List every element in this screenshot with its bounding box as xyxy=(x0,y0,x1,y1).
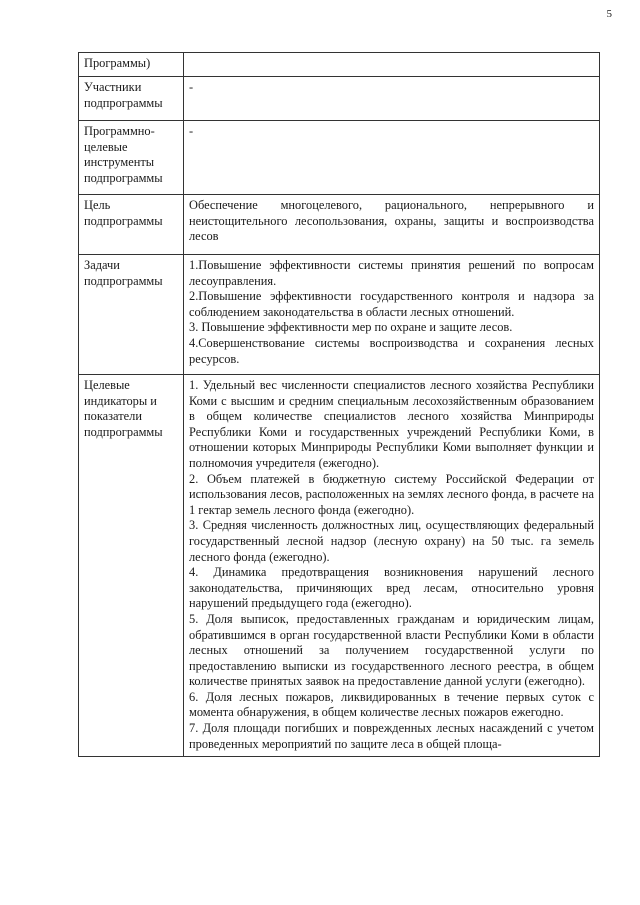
row-value-line: - xyxy=(189,124,194,138)
row-label: Задачи подпрограммы xyxy=(79,255,184,375)
row-value xyxy=(184,121,600,195)
row-value-line: 3. Средняя численность должностных лиц, осуществляющих федеральный государственный лесной надзор (лесную охрану) на 50 тыс. га земель лесного фонда (ежегодно). xyxy=(189,518,594,564)
table-row xyxy=(79,255,600,375)
row-value xyxy=(184,53,600,77)
row-value-line: 3. Повышение эффективности мер по охране и защите лесов. xyxy=(189,320,513,335)
row-label: Программно-целевые инструменты подпрограммы xyxy=(79,121,184,195)
row-value-line: 6. Доля лесных пожаров, ликвидированных в течение первых суток с момента обнаружения, в общем количестве лесных пожаров ежегодно. xyxy=(189,689,594,720)
row-value-line: 1. Удельный вес численности специалистов лесного хозяйства Республики Коми с высшим и средним специальным лесохозяйственным образованием в общем количестве специалистов лесного хозяйства Минприроды Республики Коми и государственных учреждений Республики Коми, в отношении которых Минприроды Республики Коми выполняет функции и полномочия учредителя (ежегодно). xyxy=(189,378,594,470)
table-row xyxy=(79,53,600,77)
row-value-line: - xyxy=(189,80,194,94)
table-row xyxy=(79,195,600,255)
row-value xyxy=(184,77,600,121)
row-value-line: 5. Доля выписок, предоставленных гражданам и юридическим лицам, обратившимся в орган государственной власти Республики Коми в области лесных отношений за получением государственной услуги по предоставлению выписки из государственного лесного реестра, в общем количестве принятых заявок на предоставление данной услуги (ежегодно). xyxy=(189,611,594,689)
table-row xyxy=(79,121,600,195)
row-value-line: 4. Динамика предотвращения возникновения нарушений лесного законодательства, причиняющих вред лесам, относительно уровня нарушений предыдущего года (ежегодно). xyxy=(189,565,594,611)
row-value-line: 1.Повышение эффективности системы принятия решений по вопросам лесоуправления. xyxy=(189,258,594,288)
row-value-line: 4.Совершенствование системы воспроизводства и сохранения лесных ресурсов. xyxy=(189,335,594,366)
row-value xyxy=(184,195,600,255)
row-value-line: 2. Объем платежей в бюджетную систему Российской Федерации от использования лесов, расположенных на землях лесного фонда, в расчете на 1 гектар земель лесного фонда (ежегодно). xyxy=(189,471,594,517)
row-label: Целевые индикаторы и показатели подпрограммы xyxy=(79,375,184,757)
row-label: Участники подпрограммы xyxy=(79,77,184,121)
row-value-line: 7. Доля площади погибших и поврежденных лесных насаждений с учетом проведенных мероприятий по защите леса в общей площа- xyxy=(189,721,594,751)
row-value-line: 2.Повышение эффективности государственного контроля и надзора за соблюдением законодательства в области лесных отношений. xyxy=(189,289,594,319)
row-label: Цель подпрограммы xyxy=(79,195,184,255)
page-number: 5 xyxy=(606,8,612,20)
row-value xyxy=(184,375,600,757)
row-value xyxy=(184,255,600,375)
passport-table xyxy=(78,52,600,757)
row-value-line: Обеспечение многоцелевого, рационального, непрерывного и неистощительного лесопользования, охраны, защиты и воспроизводства лесов xyxy=(189,198,594,244)
row-label: Программы) xyxy=(79,53,184,77)
table-row xyxy=(79,375,600,757)
table-row xyxy=(79,77,600,121)
